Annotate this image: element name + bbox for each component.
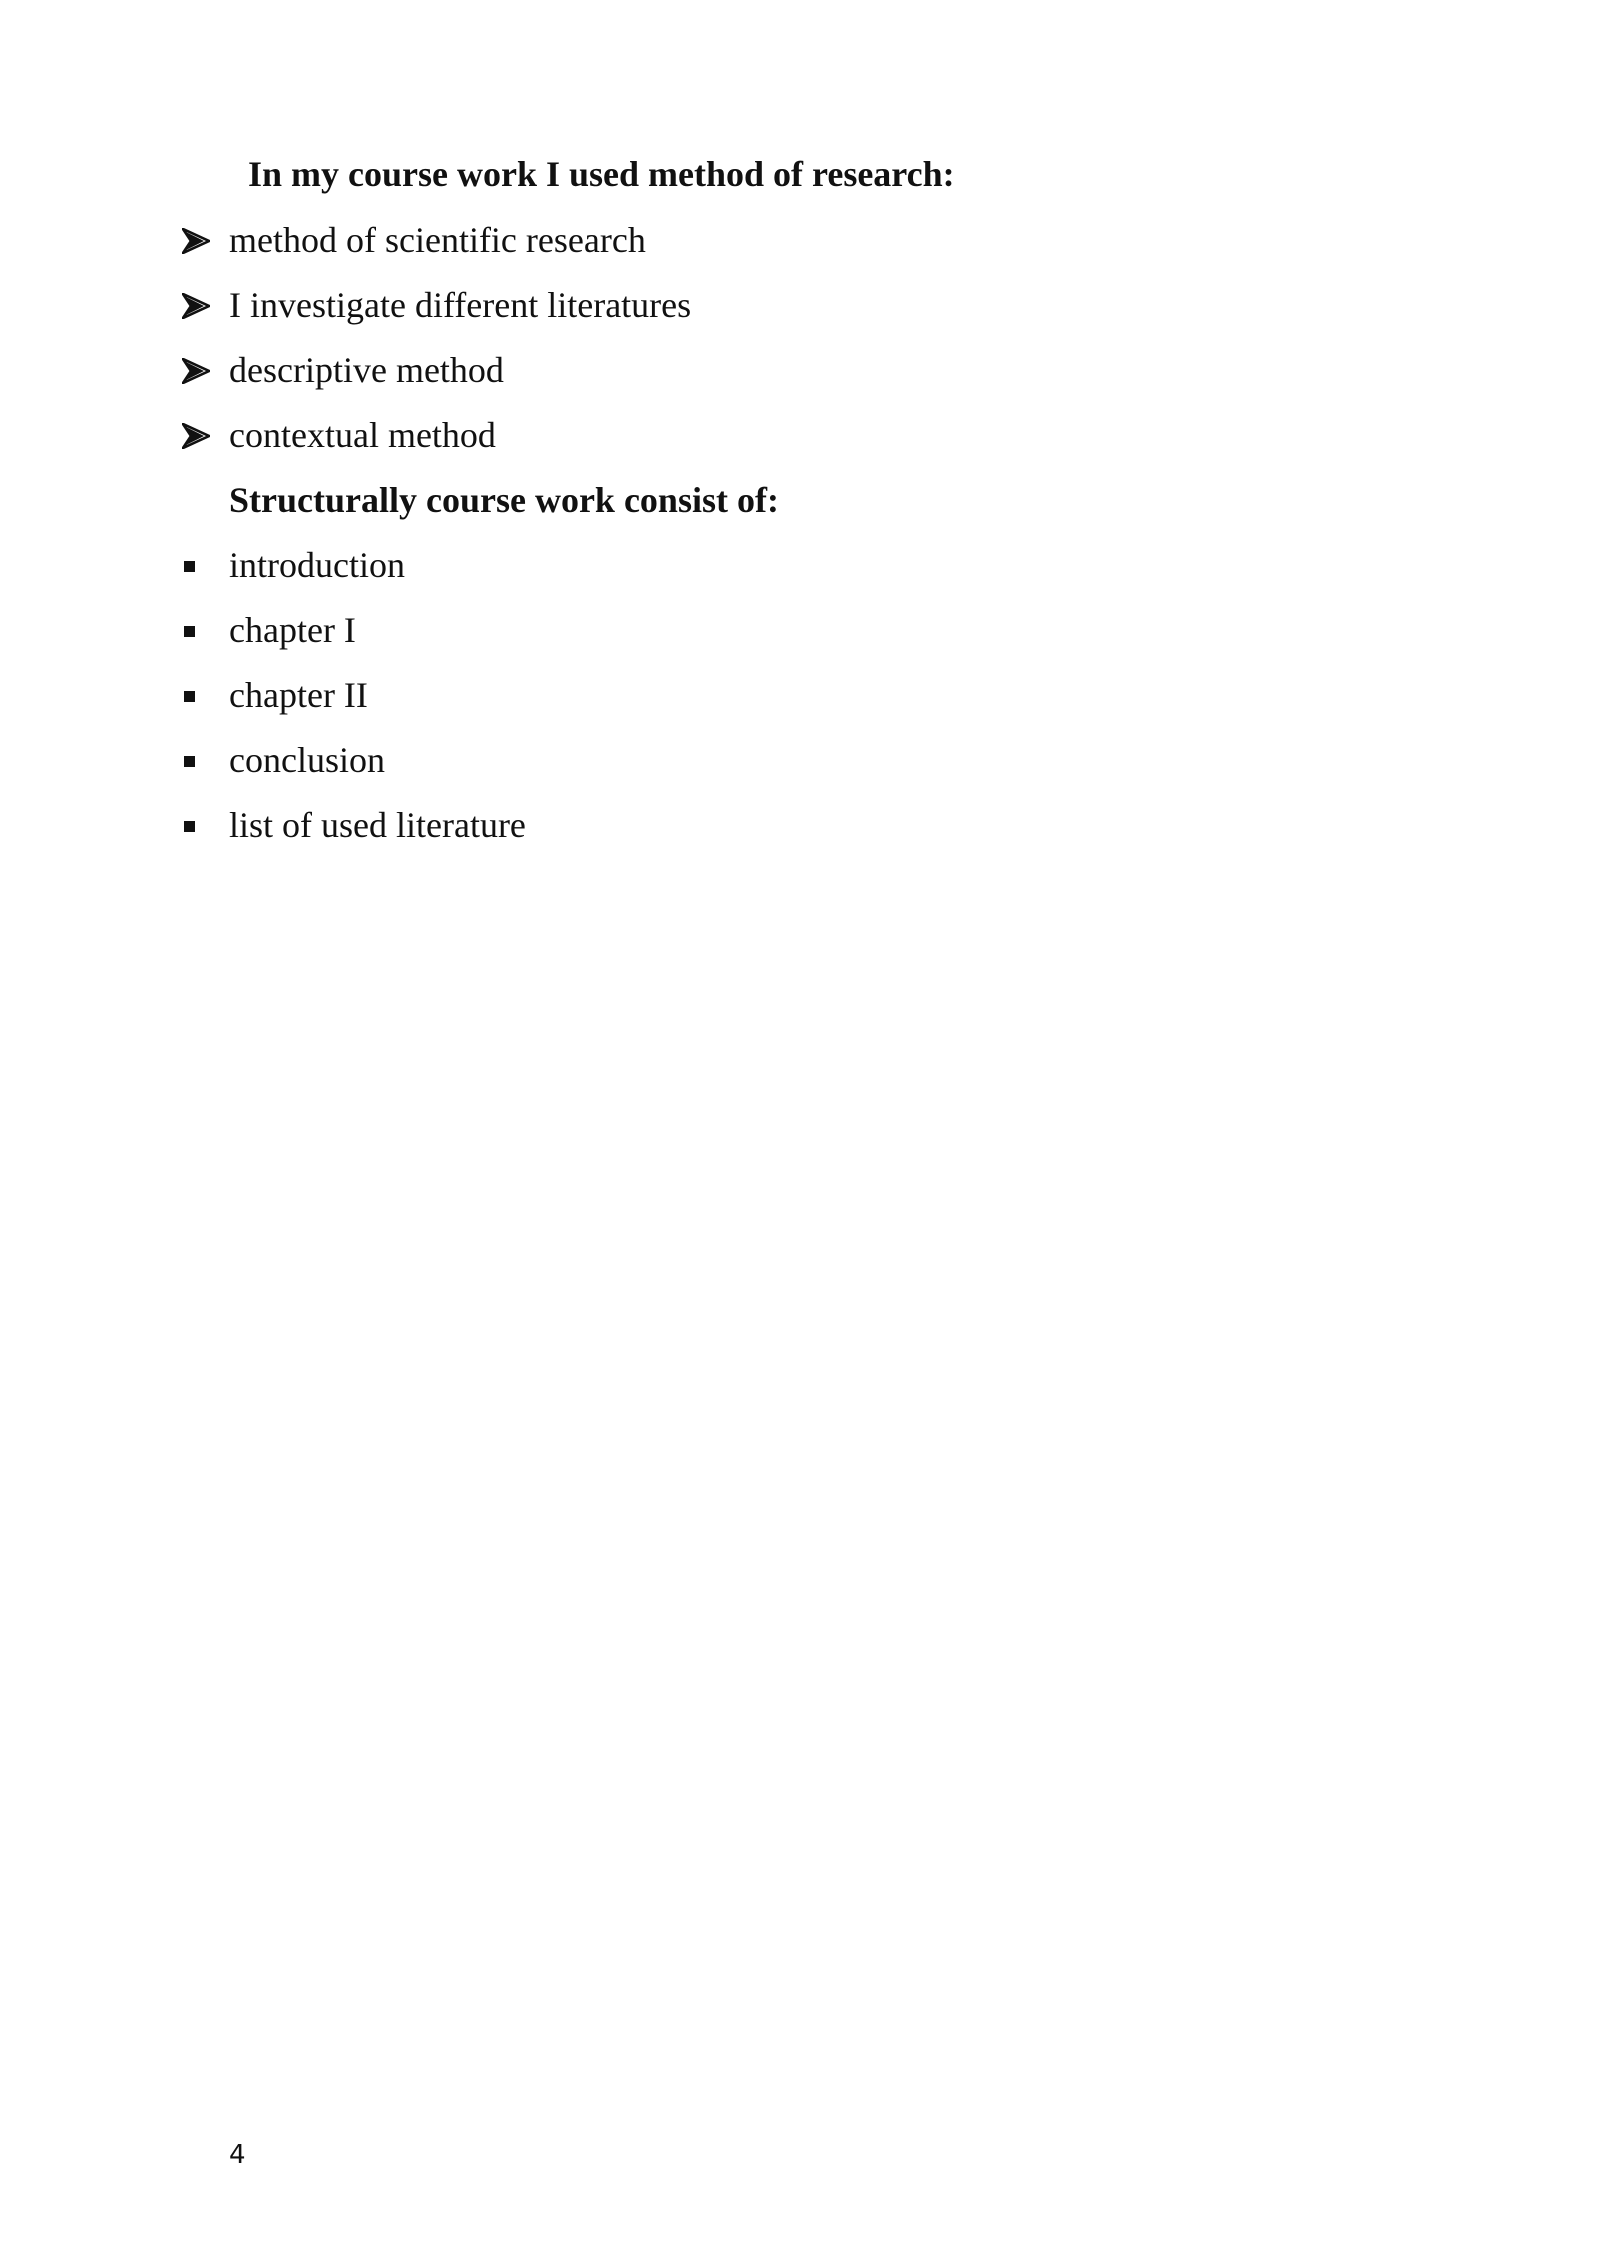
list-item-text: chapter II	[229, 675, 368, 715]
list-item-text: I investigate different literatures	[229, 285, 692, 325]
page-number: 4	[229, 2140, 246, 2170]
square-bullet-icon	[184, 626, 195, 637]
square-bullet-icon	[184, 821, 195, 832]
list-item-text: introduction	[229, 545, 405, 585]
list-item-text: contextual method	[229, 415, 496, 455]
arrowhead-bullet-icon	[182, 228, 210, 254]
list-item-text: chapter I	[229, 610, 356, 650]
list-item-text: conclusion	[229, 740, 385, 780]
arrowhead-bullet-icon	[182, 293, 210, 319]
methods-heading: In my course work I used method of research:	[248, 154, 955, 194]
list-item-text: list of used literature	[229, 805, 526, 845]
list-item-text: descriptive method	[229, 350, 504, 390]
structure-heading: Structurally course work consist of:	[229, 480, 779, 520]
list-item-text: method of scientific research	[229, 220, 646, 260]
arrowhead-bullet-icon	[182, 358, 210, 384]
square-bullet-icon	[184, 561, 195, 572]
arrowhead-bullet-icon	[182, 423, 210, 449]
square-bullet-icon	[184, 756, 195, 767]
square-bullet-icon	[184, 691, 195, 702]
